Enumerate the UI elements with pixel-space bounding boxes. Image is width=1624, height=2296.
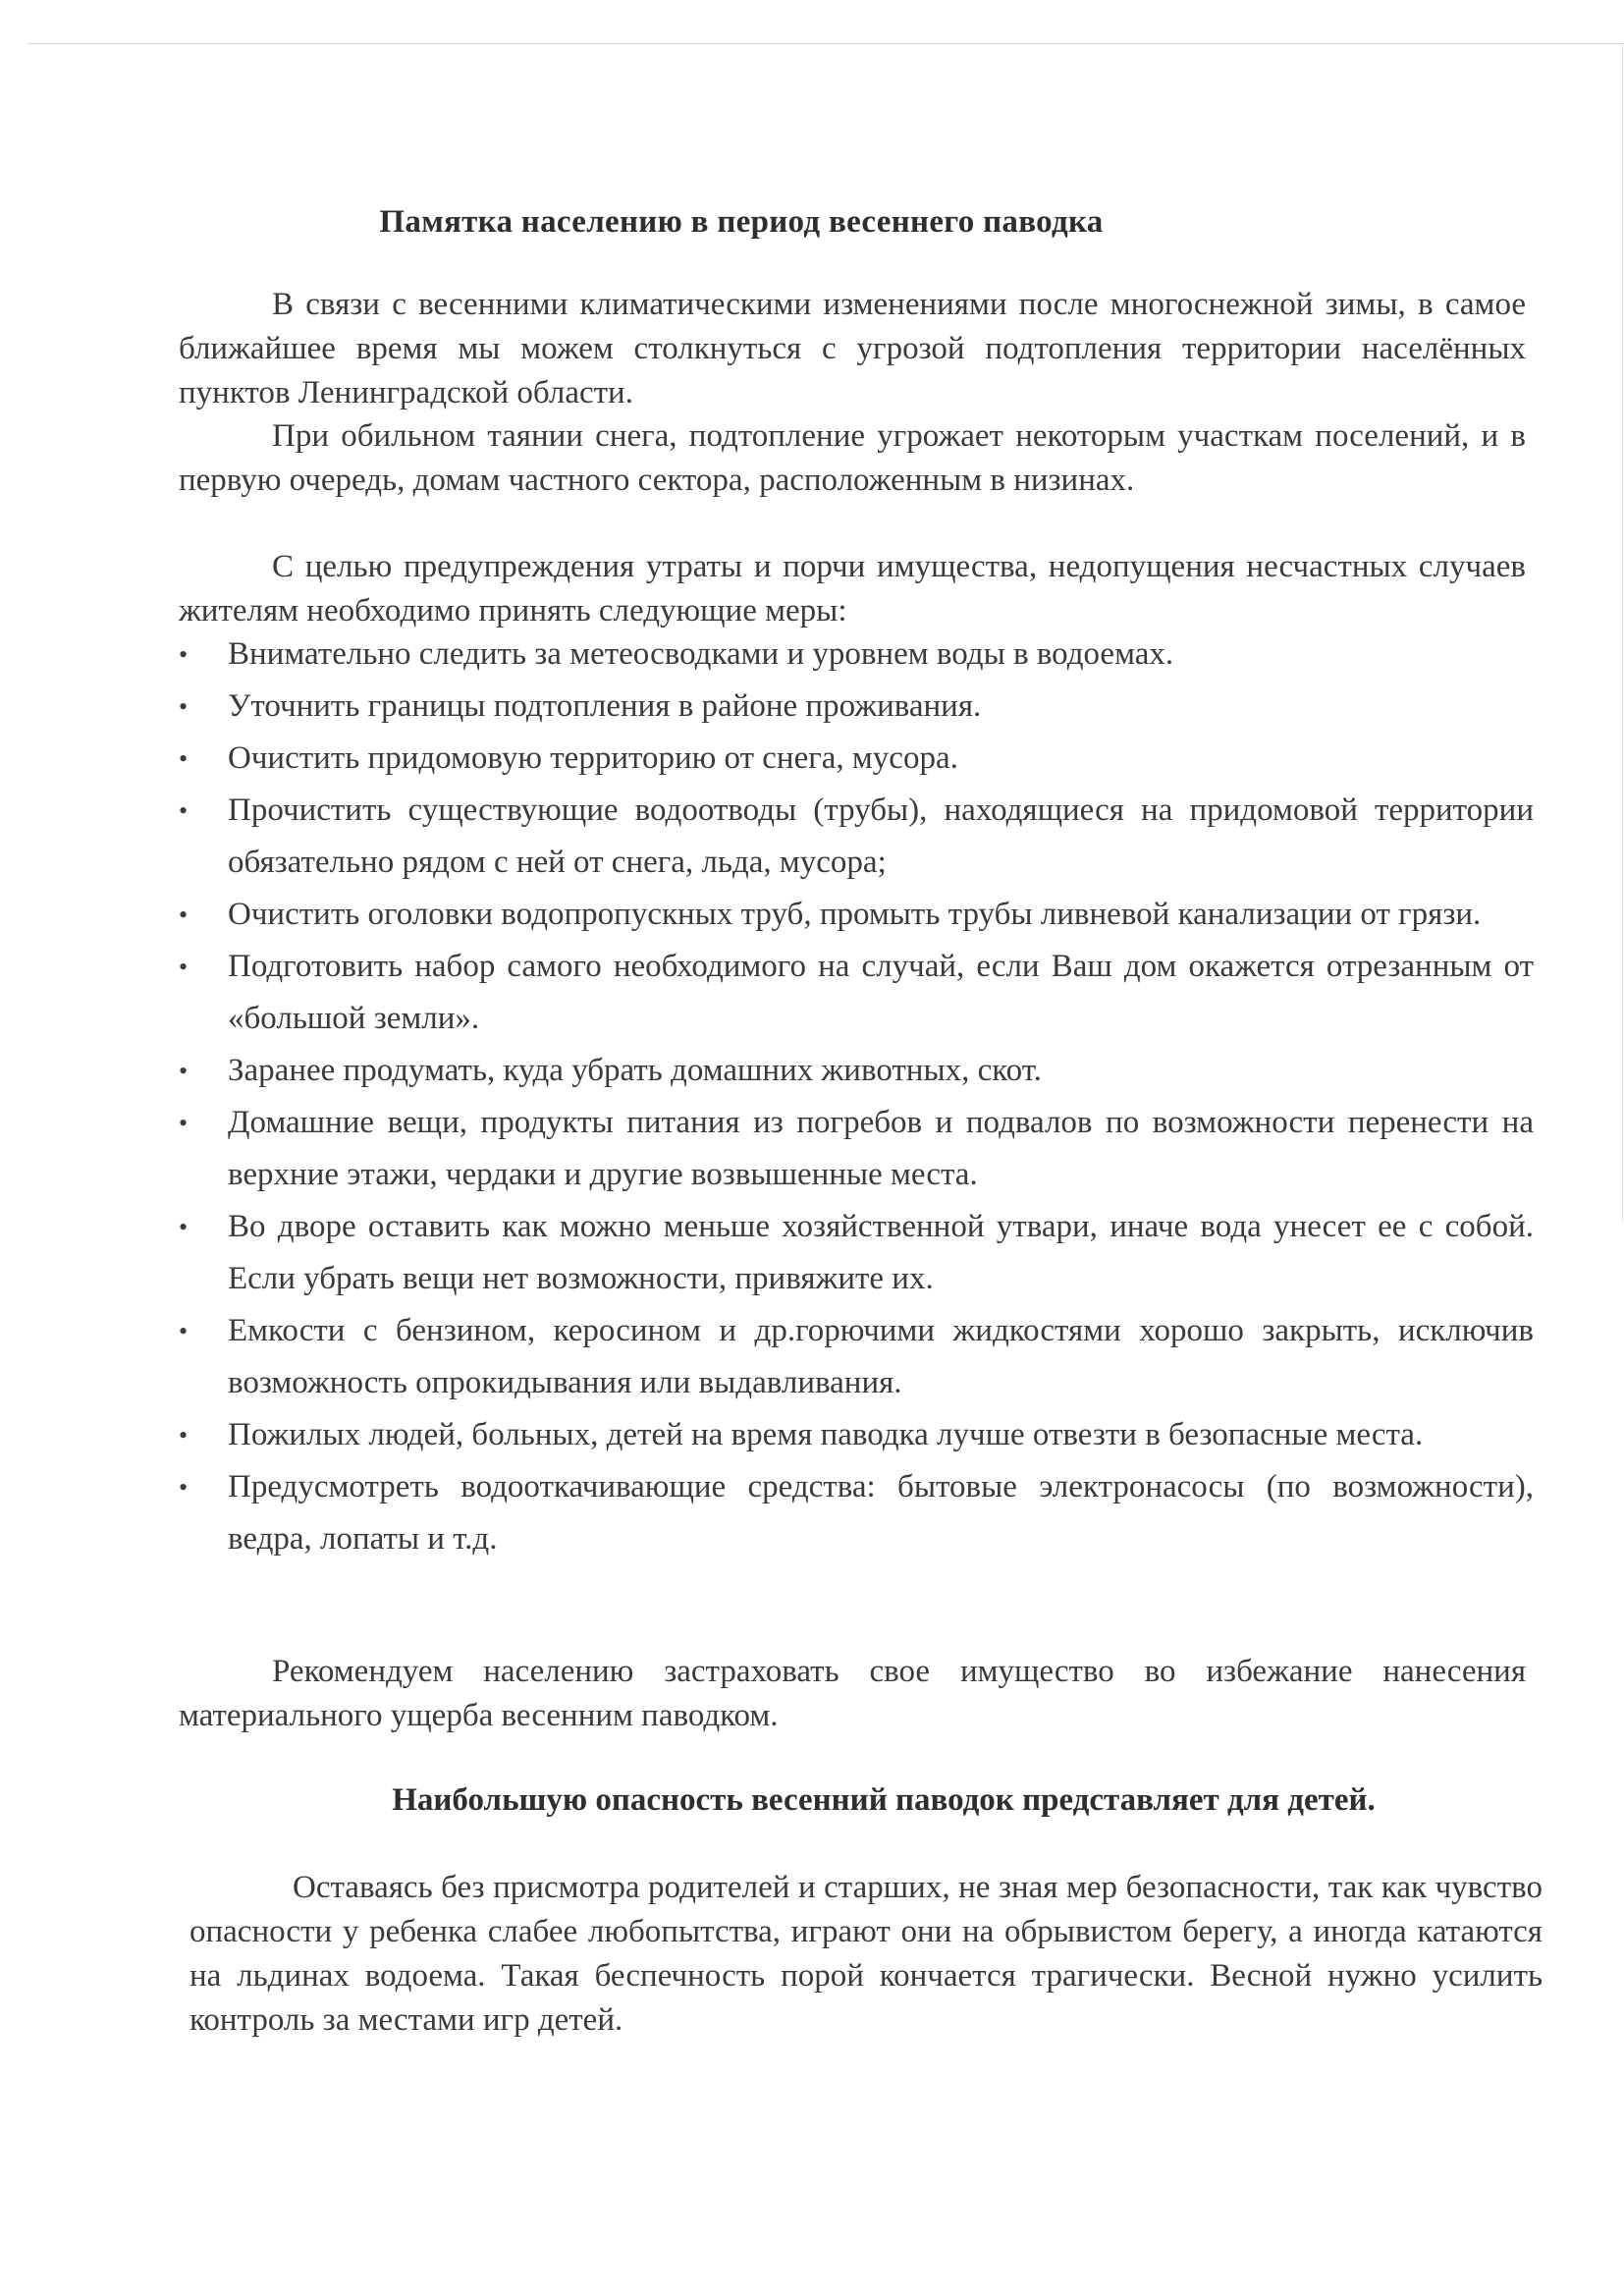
bullet-marker: • (179, 901, 189, 929)
scan-border-right (1622, 43, 1623, 1222)
bullet-marker: • (179, 1421, 189, 1449)
children-paragraph: Оставаясь без присмотра родителей и старших, не зная мер безопасности, так как чувство опасности у ребенка слабее любопытства, играют они на обрывистом берегу, а иногда катаются на льдинах водоема. Такая беспечность порой кончается трагически. Весной нужно усилить контроль за местами игр детей. (189, 1870, 1543, 2038)
scan-border-top (27, 43, 1624, 44)
bullet-marker: • (179, 1057, 189, 1085)
bullet-marker: • (179, 1317, 189, 1345)
list-item: • Пожилых людей, больных, детей на время паводка лучше отвезти в безопасные места. (179, 1409, 1534, 1461)
list-item: • Емкости с бензином, керосином и др.горючими жидкостями хорошо закрыть, исключив возможность опрокидывания или выдавливания. (179, 1305, 1534, 1409)
bullet-marker: • (179, 1109, 189, 1137)
bullet-marker: • (179, 1473, 189, 1502)
bullet-marker: • (179, 1213, 189, 1241)
bullet-marker: • (179, 692, 189, 721)
measures-intro-paragraph: С целью предупреждения утраты и порчи имущества, недопущения несчастных случаев жителям необходимо принять следующие меры: (179, 549, 1526, 629)
insurance-paragraph: Рекомендуем населению застраховать свое имущество во избежание нанесения материального ущерба весенним паводком. (179, 1654, 1526, 1733)
list-item: • Уточнить границы подтопления в районе проживания. (179, 681, 1534, 733)
bullet-marker: • (179, 744, 189, 773)
bullet-marker: • (179, 796, 189, 825)
list-item: • Очистить придомовую территорию от снега, мусора. (179, 733, 1534, 785)
list-item: • Внимательно следить за метеосводками и уровнем воды в водоемах. (179, 629, 1534, 681)
document-title: Памятка населению в период весеннего паводка (379, 204, 1104, 240)
bullet-marker: • (179, 640, 189, 669)
list-item: • Прочистить существующие водоотводы (трубы), находящиеся на придомовой территории обязательно рядом с ней от снега, льда, мусора; (179, 785, 1534, 889)
measures-list (179, 629, 1534, 1565)
list-item: • Заранее продумать, куда убрать домашних животных, скот. (179, 1045, 1534, 1097)
list-item: • Очистить оголовки водопропускных труб, промыть трубы ливневой канализации от грязи. (179, 889, 1534, 941)
list-item: • Подготовить набор самого необходимого на случай, если Ваш дом окажется отрезанным от «большой земли». (179, 941, 1534, 1045)
intro-paragraph: В связи с весенними климатическими изменениями после многоснежной зимы, в самое ближайшее время мы можем столкнуться с угрозой подтопления территории населённых пунктов Ленинградской области. (179, 287, 1526, 410)
children-danger-heading: Наибольшую опасность весенний паводок представляет для детей. (392, 1782, 1376, 1818)
flood-risk-paragraph: При обильном таянии снега, подтопление угрожает некоторым участкам поселений, и в первую очередь, домам частного сектора, расположенным в низинах. (179, 418, 1526, 498)
list-item: • Во дворе оставить как можно меньше хозяйственной утвари, иначе вода унесет ее с собой. Если убрать вещи нет возможности, привяжите их. (179, 1201, 1534, 1305)
list-item: • Домашние вещи, продукты питания из погребов и подвалов по возможности перенести на верхние этажи, чердаки и другие возвышенные места. (179, 1097, 1534, 1201)
list-item: • Предусмотреть водооткачивающие средства: бытовые электронасосы (по возможности), ведра, лопаты и т.д. (179, 1461, 1534, 1565)
bullet-marker: • (179, 953, 189, 981)
